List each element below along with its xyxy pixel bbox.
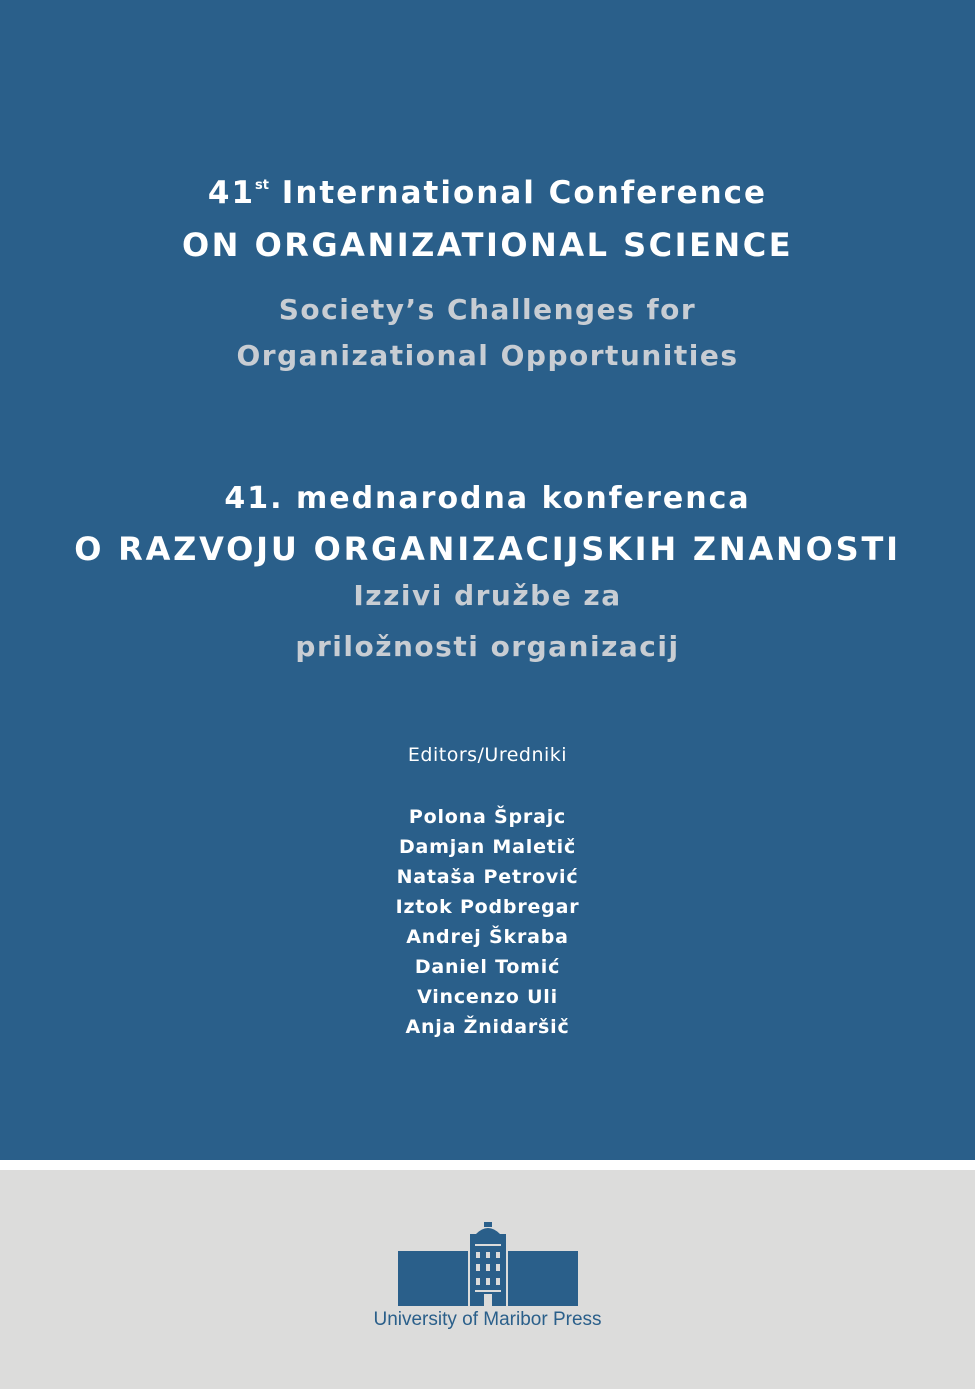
editor-name: Damjan Maletič (398, 836, 577, 858)
editor-name: Anja Žnidaršič (405, 1016, 570, 1038)
slovenian-title-line-1: 41. mednarodna konferenca (224, 481, 751, 516)
editors-list (0, 802, 975, 1042)
english-subtitle-line-1: Society’s Challenges for (278, 293, 697, 326)
editor-name: Vincenzo Uli (417, 986, 558, 1008)
publisher-name: University of Maribor Press (373, 1309, 602, 1330)
slovenian-subtitle-line-1: Izzivi družbe za (353, 579, 622, 612)
english-title-rest: International Conference (269, 175, 768, 211)
cover-divider (0, 1160, 975, 1170)
editors-label: Editors/Uredniki (407, 744, 568, 766)
slovenian-title-line-2: O RAZVOJU ORGANIZACIJSKIH ZNANOSTI (74, 530, 901, 568)
english-subtitle-line-2: Organizational Opportunities (236, 339, 739, 372)
editor-name: Nataša Petrović (396, 866, 579, 888)
english-title-line-1 (0, 175, 975, 211)
editor-name: Andrej Škraba (406, 926, 569, 948)
english-title-line-2: ON ORGANIZATIONAL SCIENCE (181, 226, 794, 264)
university-building-icon (398, 1222, 578, 1306)
editor-name: Iztok Podbregar (395, 896, 580, 918)
editor-name: Polona Šprajc (408, 806, 567, 828)
editor-name: Daniel Tomić (414, 956, 561, 978)
english-title-ordinal: st (255, 178, 269, 193)
english-title-number: 41 (207, 175, 256, 211)
slovenian-subtitle-line-2: priložnosti organizacij (295, 630, 680, 663)
